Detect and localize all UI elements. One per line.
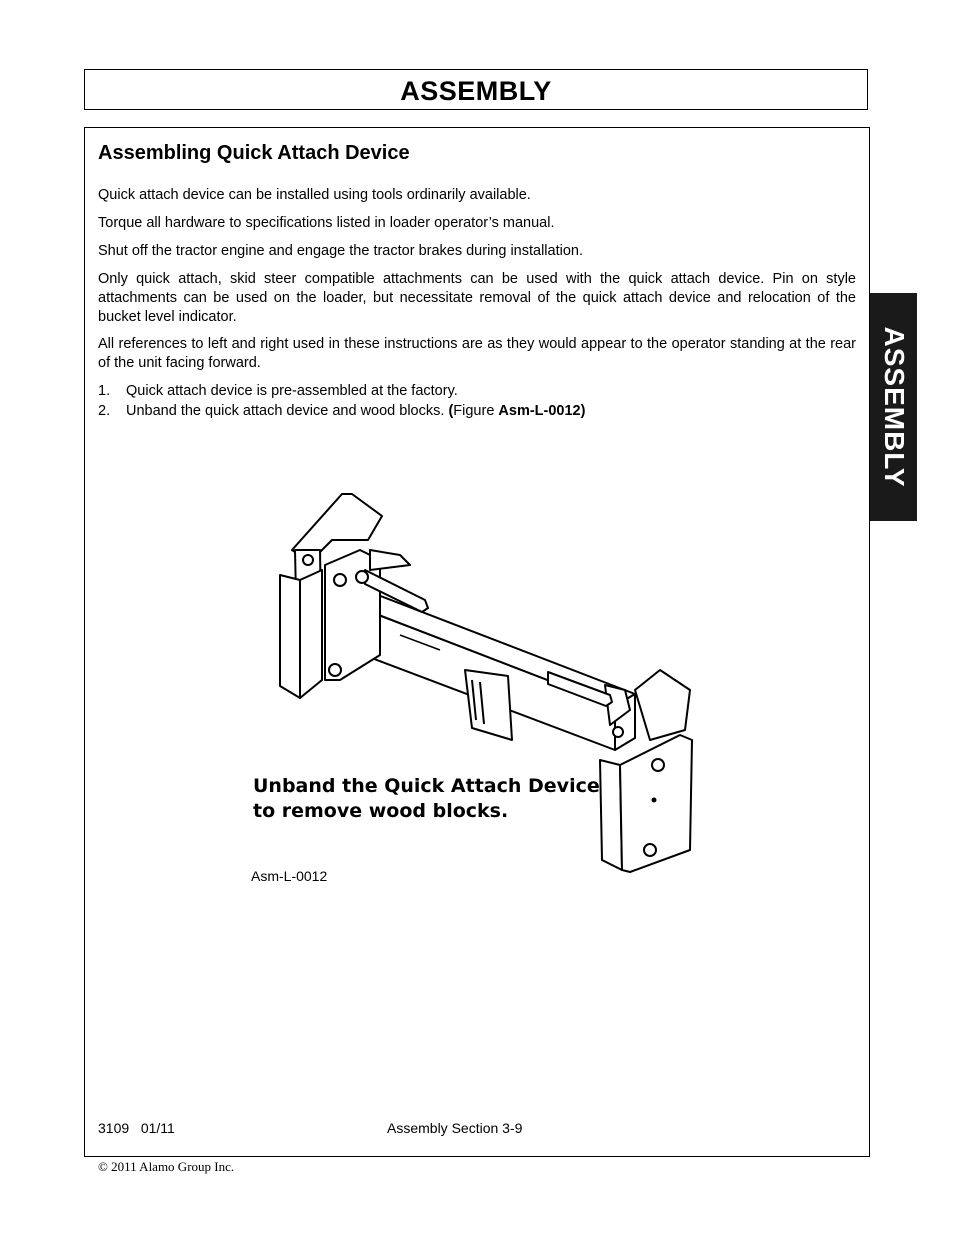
paragraph: Quick attach device can be installed using tools ordinarily available. <box>98 187 531 203</box>
section-page-number: Assembly Section 3-9 <box>387 1120 523 1136</box>
paren-open: ( <box>448 403 454 419</box>
step-text: Unband the quick attach device and wood blocks. <box>126 403 449 419</box>
figure-reference: Asm-L-0012 <box>498 403 581 419</box>
page-title: ASSEMBLY <box>400 76 552 106</box>
list-item <box>98 402 585 421</box>
paragraph: Only quick attach, skid steer compatible attachments can be used with the quick attach device. Pin on style attachments can be used on the loader, but necessitate removal of the quick attach device and relocation of the bucket level indicator. <box>98 271 856 325</box>
side-tab <box>870 293 917 521</box>
section-heading: Assembling Quick Attach Device <box>98 142 410 164</box>
figure-word: Figure <box>453 403 499 419</box>
crossbar <box>345 590 635 750</box>
side-tab-label: ASSEMBLY <box>878 326 910 488</box>
copyright: © 2011 Alamo Group Inc. <box>98 1159 235 1174</box>
paragraph: Torque all hardware to specifications listed in loader operator’s manual. <box>98 215 555 231</box>
figure-caption-line: to remove wood blocks. <box>253 800 509 822</box>
doc-number: 3109 01/11 <box>98 1120 175 1136</box>
quick-attach-illustration <box>240 480 710 900</box>
figure-id: Asm-L-0012 <box>251 868 328 884</box>
figure-caption-line: Unband the Quick Attach Device <box>253 775 600 797</box>
figure-caption <box>253 774 600 824</box>
paren-close: ) <box>580 403 586 419</box>
list-item <box>98 382 458 401</box>
step-number: 1. <box>98 383 111 399</box>
paragraph: All references to left and right used in these instructions are as they would appear to the operator standing at the rear of the unit facing forward. <box>98 336 856 371</box>
step-text: Quick attach device is pre-assembled at the factory. <box>126 383 458 399</box>
paragraph: Shut off the tractor engine and engage the tractor brakes during installation. <box>98 243 583 259</box>
page-header <box>84 69 868 110</box>
step-number: 2. <box>98 403 111 419</box>
